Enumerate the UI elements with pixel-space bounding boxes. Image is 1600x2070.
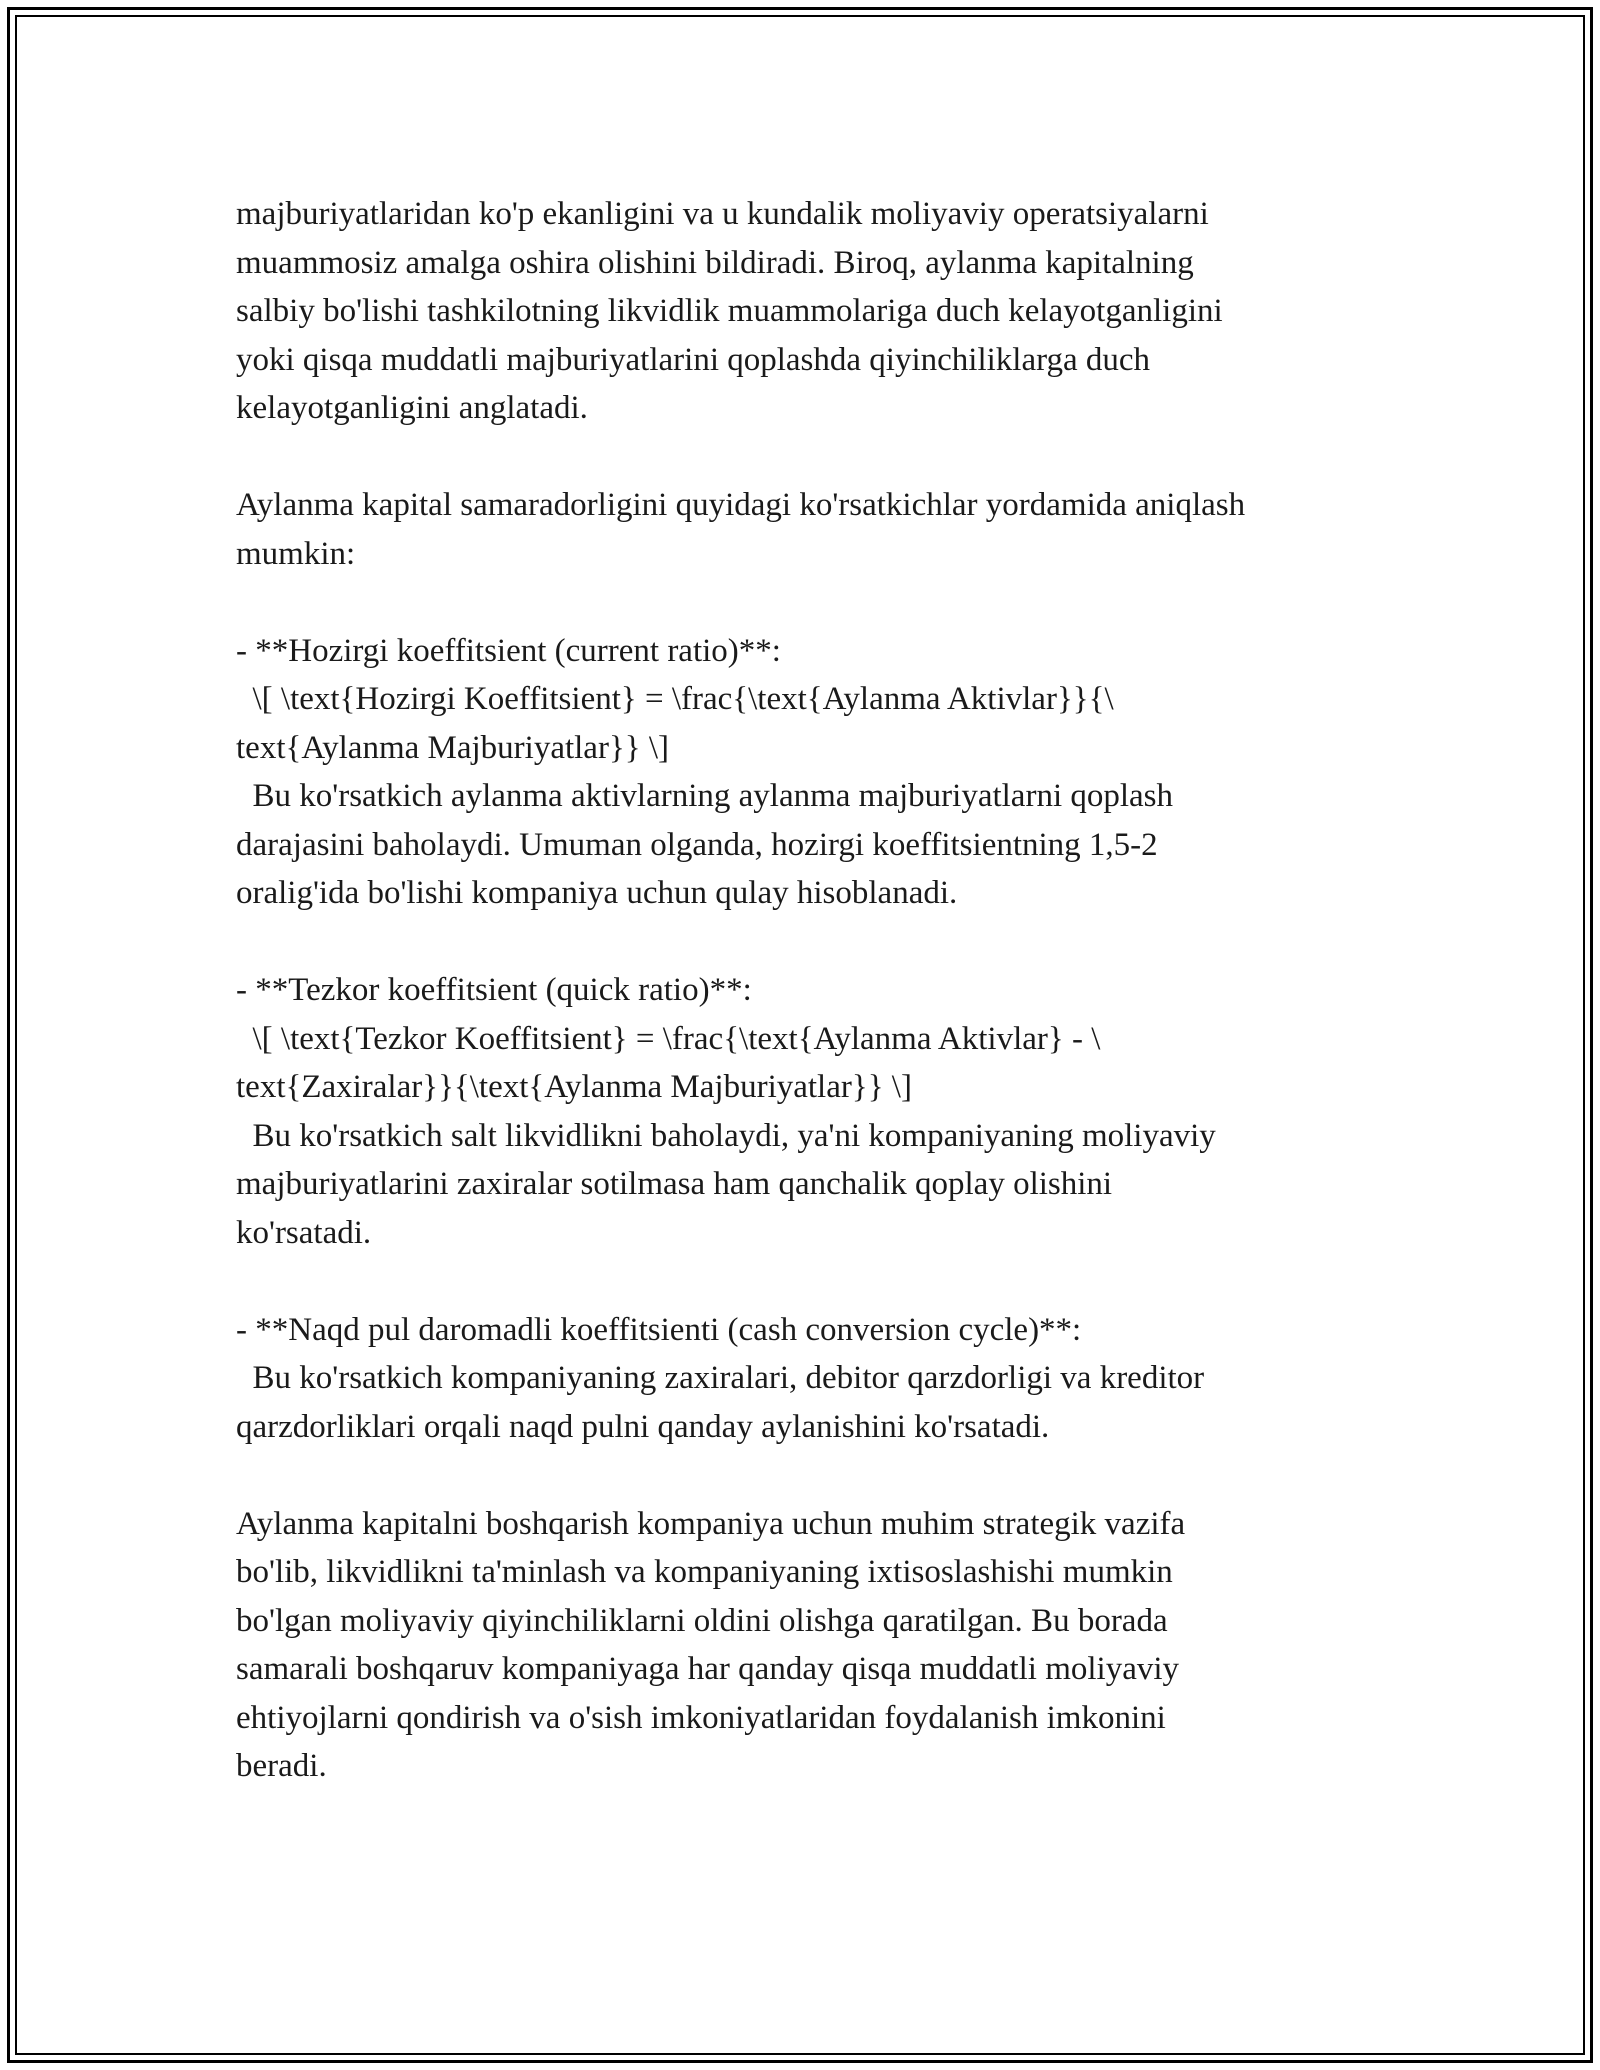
text-line: ehtiyojlarni qondirish va o'sish imkoniyatlaridan foydalanish imkonini	[236, 1699, 1166, 1736]
text-line: majburiyatlaridan ko'p ekanligini va u kundalik moliyaviy operatsiyalarni	[236, 196, 1209, 232]
text-line: mumkin:	[236, 535, 356, 572]
paragraph-spacer	[236, 1451, 1396, 1500]
list-item-heading: - **Naqd pul daromadli koeffitsienti (cash conversion cycle)**:	[236, 1311, 1082, 1348]
text-line: bo'lgan moliyaviy qiyinchiliklarni oldini olishga qaratilgan. Bu borada	[236, 1602, 1168, 1639]
text-line: yoki qisqa muddatli majburiyatlarini qoplashda qiyinchiliklarga duch	[236, 341, 1151, 378]
text-line: majburiyatlarini zaxiralar sotilmasa ham qanchalik qoplay olishini	[236, 1166, 1113, 1202]
formula-line: text{Zaxiralar}}{\text{Aylanma Majburiyatlar}} \]	[236, 1069, 912, 1105]
text-line: darajasini baholaydi. Umuman olganda, hozirgi koeffitsientning 1,5-2	[236, 826, 1158, 863]
text-line: oralig'ida bo'lishi kompaniya uchun qulay hisoblanadi.	[236, 875, 958, 911]
text-line: Aylanma kapitalni boshqarish kompaniya uchun muhim strategik vazifa	[236, 1505, 1186, 1542]
document-body	[236, 190, 1396, 1791]
text-line: muammosiz amalga oshira olishini bildiradi. Biroq, aylanma kapitalning	[236, 244, 1194, 281]
list-item-cash-conversion	[236, 1306, 1396, 1452]
paragraph-intro	[236, 190, 1396, 433]
paragraph-spacer	[236, 433, 1396, 482]
paragraph-indicators-intro	[236, 481, 1396, 578]
paragraph-spacer	[236, 918, 1396, 967]
formula-line: \[ \text{Tezkor Koeffitsient} = \frac{\text{Aylanma Aktivlar} - \	[236, 1020, 1101, 1057]
text-line: qarzdorliklari orqali naqd pulni qanday aylanishini ko'rsatadi.	[236, 1408, 1050, 1445]
text-line: salbiy bo'lishi tashkilotning likvidlik muammolariga duch kelayotganligini	[236, 293, 1223, 329]
text-line: Aylanma kapital samaradorligini quyidagi ko'rsatkichlar yordamida aniqlash	[236, 487, 1246, 523]
text-line: bo'lib, likvidlikni ta'minlash va kompaniyaning ixtisoslashishi mumkin	[236, 1554, 1173, 1590]
text-line: Bu ko'rsatkich kompaniyaning zaxiralari, debitor qarzdorligi va kreditor	[236, 1360, 1205, 1396]
text-line: samarali boshqaruv kompaniyaga har qanday qisqa muddatli moliyaviy	[236, 1651, 1180, 1687]
paragraph-spacer	[236, 1257, 1396, 1306]
text-line: Bu ko'rsatkich aylanma aktivlarning aylanma majburiyatlarni qoplash	[236, 778, 1174, 814]
list-item-heading: - **Tezkor koeffitsient (quick ratio)**:	[236, 972, 752, 1008]
list-item-heading: - **Hozirgi koeffitsient (current ratio)**:	[236, 632, 781, 669]
paragraph-spacer	[236, 578, 1396, 627]
formula-line: text{Aylanma Majburiyatlar}} \]	[236, 729, 670, 766]
list-item-quick-ratio	[236, 966, 1396, 1257]
text-line: beradi.	[236, 1748, 327, 1784]
text-line: Bu ko'rsatkich salt likvidlikni baholaydi, ya'ni kompaniyaning moliyaviy	[236, 1117, 1216, 1154]
list-item-current-ratio	[236, 627, 1396, 918]
text-line: ko'rsatadi.	[236, 1214, 372, 1251]
paragraph-conclusion	[236, 1500, 1396, 1791]
text-line: kelayotganligini anglatadi.	[236, 390, 588, 426]
formula-line: \[ \text{Hozirgi Koeffitsient} = \frac{\text{Aylanma Aktivlar}}{\	[236, 681, 1114, 717]
